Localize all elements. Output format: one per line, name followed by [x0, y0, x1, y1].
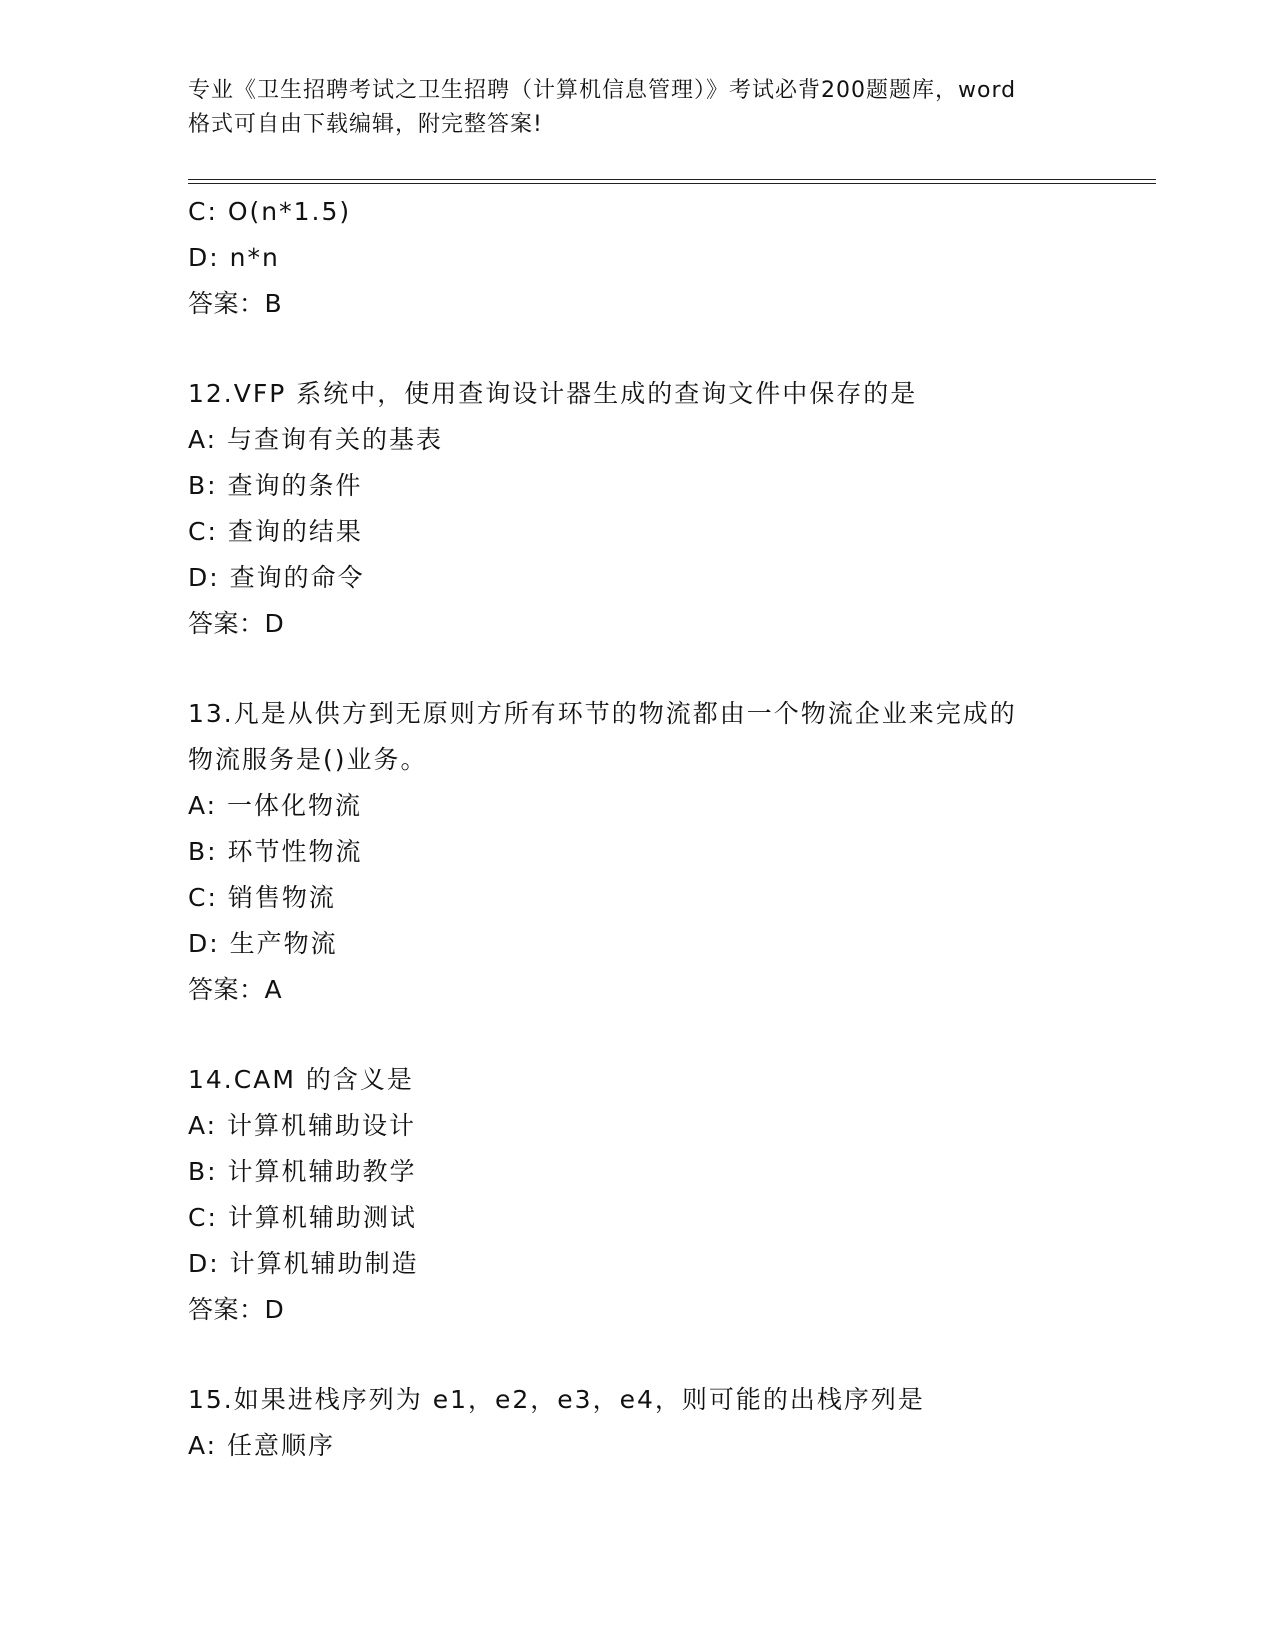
answer-label: 答案：D [188, 609, 285, 638]
question-list [188, 189, 1148, 1469]
option-d: D: n*n [188, 243, 280, 272]
question-stem: 15.如果进栈序列为 e1，e2，e3，e4，则可能的出栈序列是 [188, 1385, 925, 1414]
answer-label: 答案：B [188, 289, 283, 318]
option-d: D: 计算机辅助制造 [188, 1249, 419, 1278]
header-line-1: 专业《卫生招聘考试之卫生招聘（计算机信息管理）》考试必背200题题库，word [188, 78, 1017, 103]
question-stem: 14.CAM 的含义是 [188, 1065, 414, 1094]
question-13 [188, 691, 1148, 1013]
document-header [188, 74, 1088, 142]
question-15 [188, 1377, 1148, 1469]
question-stem: 12.VFP 系统中，使用查询设计器生成的查询文件中保存的是 [188, 379, 918, 408]
option-d: D: 生产物流 [188, 929, 338, 958]
answer-label: 答案：D [188, 1295, 285, 1324]
option-c: C: 计算机辅助测试 [188, 1203, 417, 1232]
question-stem: 13.凡是从供方到无原则方所有环节的物流都由一个物流企业来完成的 [188, 699, 1017, 728]
header-line-2: 格式可自由下载编辑，附完整答案! [188, 112, 543, 137]
option-a: A: 与查询有关的基表 [188, 425, 444, 454]
option-b: B: 计算机辅助教学 [188, 1157, 417, 1186]
option-a: A: 计算机辅助设计 [188, 1111, 417, 1140]
answer-label: 答案：A [188, 975, 283, 1004]
question-14 [188, 1057, 1148, 1333]
header-divider-top [188, 179, 1156, 180]
question-stem-continued: 物流服务是()业务。 [188, 745, 428, 774]
question-11-continued [188, 189, 1148, 327]
option-b: B: 查询的条件 [188, 471, 363, 500]
option-a: A: 任意顺序 [188, 1431, 336, 1460]
option-c: C: O(n*1.5) [188, 197, 352, 226]
option-b: B: 环节性物流 [188, 837, 363, 866]
header-divider-bottom [188, 183, 1156, 184]
option-c: C: 查询的结果 [188, 517, 363, 546]
option-c: C: 销售物流 [188, 883, 336, 912]
option-d: D: 查询的命令 [188, 563, 365, 592]
question-12 [188, 371, 1148, 647]
option-a: A: 一体化物流 [188, 791, 363, 820]
